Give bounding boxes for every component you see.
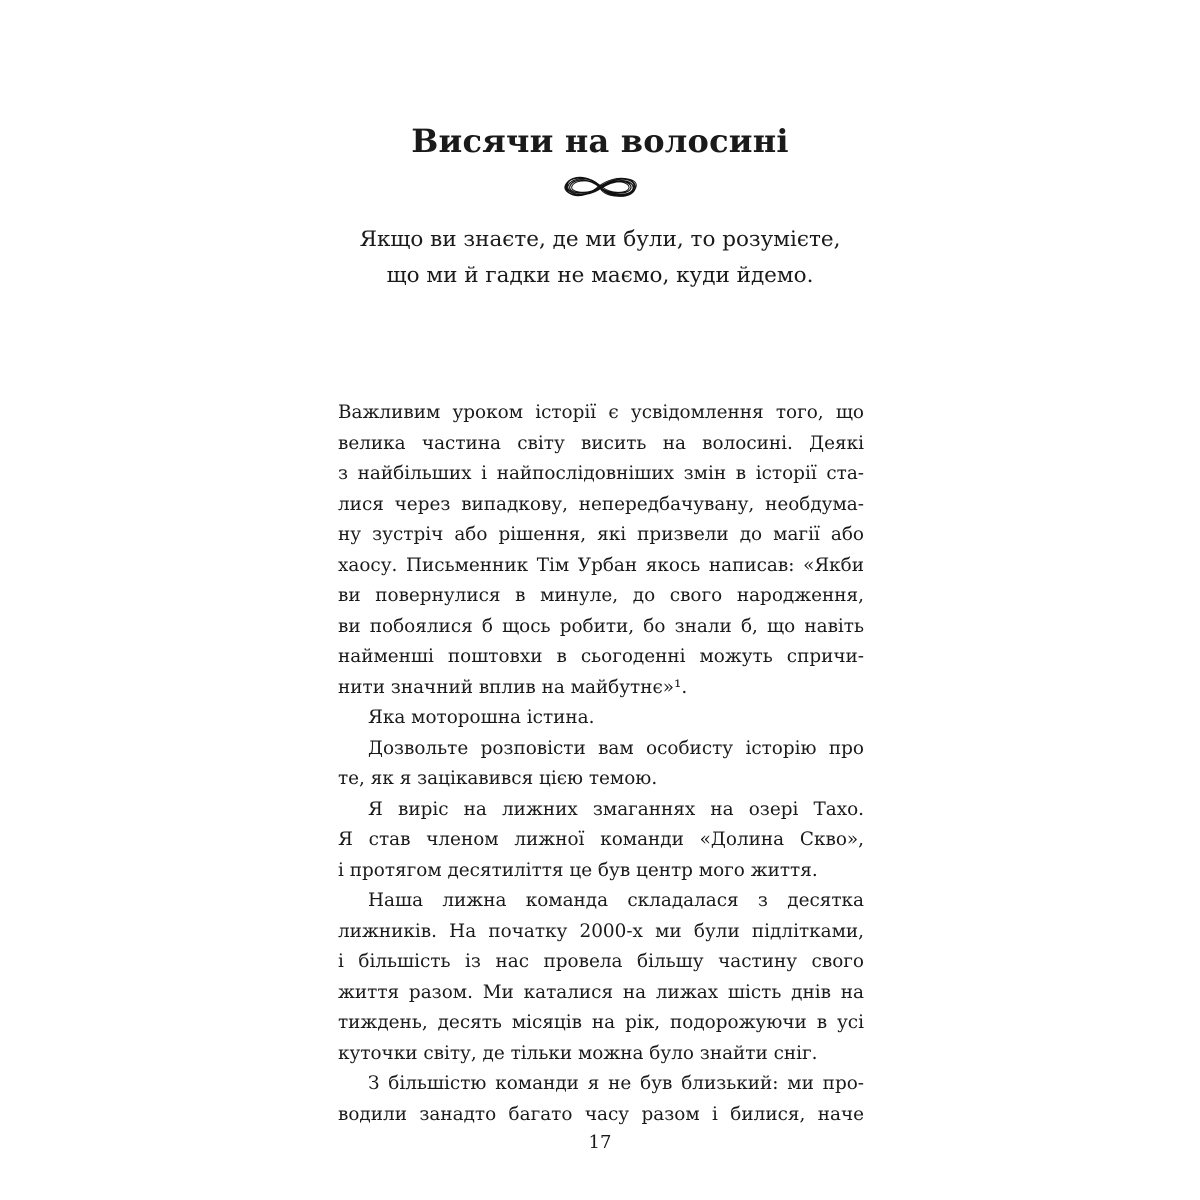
text-line: те, як я зацікавився цією темою. — [338, 768, 658, 789]
paragraph — [338, 1069, 864, 1130]
epigraph — [0, 222, 1200, 294]
text-line: і більшість із нас провела більшу частину свого — [338, 951, 864, 972]
chapter-title: Висячи на волосині — [411, 122, 789, 160]
infinity-scribble-icon — [560, 168, 640, 206]
body-text — [338, 398, 864, 1130]
epigraph-line: що ми й гадки не маємо, куди йдемо. — [386, 263, 814, 288]
text-line: з найбільших і найпослідовніших змін в історії ста- — [338, 463, 864, 484]
text-line: лися через випадкову, непередбачувану, необдума- — [338, 493, 864, 515]
text-line: найменші поштовхи в сьогоденні можуть спричи- — [338, 646, 864, 667]
text-line: З більшістю команди я не був близький: ми про- — [368, 1073, 864, 1094]
text-line: Я став членом лижної команди «Долина Скво», — [338, 829, 864, 850]
paragraph — [338, 795, 864, 887]
text-line: куточки світу, де тільки можна було знайти сніг. — [338, 1042, 818, 1064]
text-line: і протягом десятиліття це був центр мого життя. — [338, 859, 818, 881]
text-line: ви побоялися б щось робити, бо знали б, що навіть — [338, 615, 864, 637]
paragraph — [338, 886, 864, 1069]
text-line: нити значний вплив на майбутнє»¹. — [338, 676, 688, 698]
paragraph — [338, 734, 864, 795]
text-line: Важливим уроком історії є усвідомлення того, що — [338, 402, 864, 423]
text-line: Наша лижна команда складалася з десятка — [368, 890, 864, 911]
text-line: водили занадто багато часу разом і билися, наче — [338, 1103, 864, 1125]
text-line: Я виріс на лижних змаганнях на озері Тахо. — [368, 798, 864, 820]
text-line: Дозвольте розповісти вам особисту історію про — [368, 737, 864, 759]
epigraph-line: Якщо ви знаєте, де ми були, то розумієте, — [359, 227, 841, 252]
text-line: життя разом. Ми каталися на лижах шість днів на — [338, 981, 864, 1003]
paragraph — [338, 703, 864, 734]
text-line: лижників. На початку 2000-х ми були підлітками, — [338, 920, 864, 942]
text-line: велика частина світу висить на волосині. Деякі — [338, 432, 864, 454]
text-line: Яка моторошна істина. — [368, 707, 595, 728]
text-line: тиждень, десять місяців на рік, подорожуючи в усі — [338, 1012, 864, 1033]
text-line: ви повернулися в минуле, до свого народження, — [338, 585, 864, 606]
text-line: ну зустріч або рішення, які призвели до магії або — [338, 524, 864, 545]
paragraph — [338, 398, 864, 703]
text-line: хаосу. Письменник Тім Урбан якось написав: «Якби — [338, 554, 864, 576]
page-number: 17 — [588, 1132, 612, 1153]
